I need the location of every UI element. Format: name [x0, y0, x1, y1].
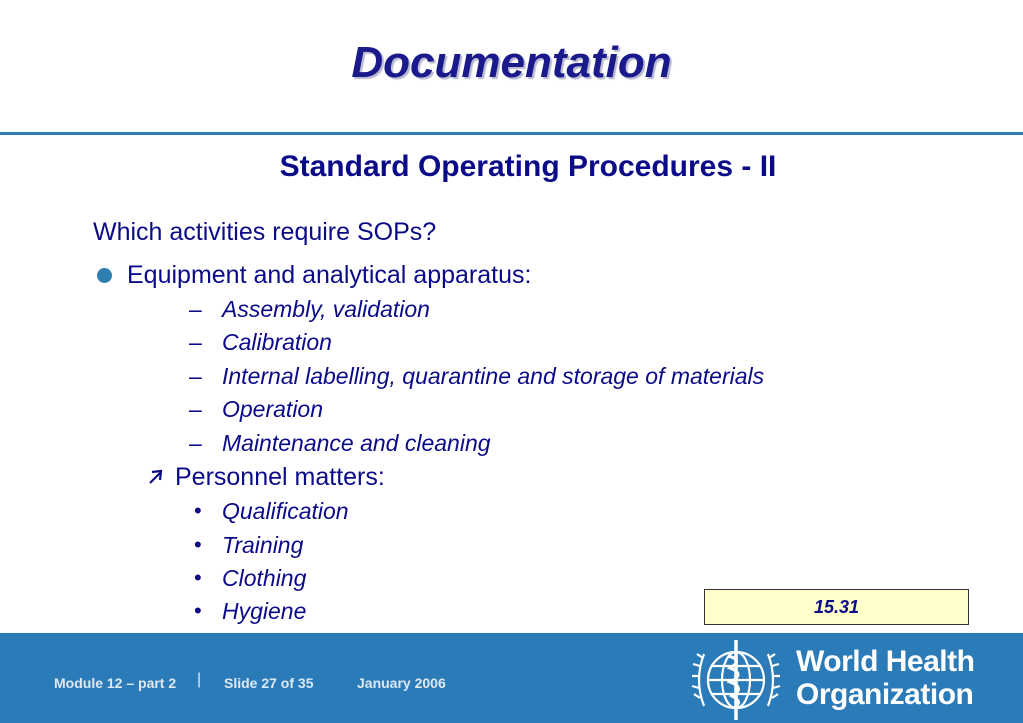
title-divider	[0, 132, 1023, 135]
list-item: Operation	[222, 396, 324, 422]
section-heading-equipment: Equipment and analytical apparatus:	[127, 261, 532, 289]
list-item: Maintenance and cleaning	[222, 430, 491, 456]
list-item: Clothing	[222, 565, 307, 591]
list-item: Hygiene	[222, 598, 307, 624]
dot-bullet-icon: •	[194, 598, 202, 623]
footer-slide-number: Slide 27 of 35	[224, 675, 314, 691]
dot-bullet-icon: •	[194, 498, 202, 523]
org-name-line1: World Health	[796, 645, 975, 678]
list-item: Assembly, validation	[222, 296, 430, 322]
list-item: Internal labelling, quarantine and storage of materials	[222, 363, 765, 389]
list-item: Training	[222, 532, 304, 558]
circle-bullet-icon	[97, 268, 112, 283]
who-emblem-icon	[690, 636, 782, 722]
dash-bullet-icon: –	[189, 396, 202, 422]
dash-bullet-icon: –	[189, 296, 202, 322]
dash-bullet-icon: –	[189, 329, 202, 355]
footer-module: Module 12 – part 2	[54, 675, 177, 691]
list-item: Qualification	[222, 498, 349, 524]
reference-number-box: 15.31	[704, 589, 969, 625]
list-item: Calibration	[222, 329, 332, 355]
slide-subtitle: Standard Operating Procedures - II	[279, 150, 777, 183]
dash-bullet-icon: –	[189, 363, 202, 389]
arrow-up-right-icon	[146, 468, 164, 486]
intro-question: Which activities require SOPs?	[93, 218, 437, 246]
slide-title: Documentation	[351, 38, 672, 87]
footer-date: January 2006	[357, 675, 446, 691]
org-name-line2: Organization	[796, 678, 974, 711]
dash-bullet-icon: –	[189, 430, 202, 456]
section-heading-personnel: Personnel matters:	[175, 463, 385, 491]
footer-separator: |	[197, 671, 202, 688]
dot-bullet-icon: •	[194, 532, 202, 557]
dot-bullet-icon: •	[194, 565, 202, 590]
